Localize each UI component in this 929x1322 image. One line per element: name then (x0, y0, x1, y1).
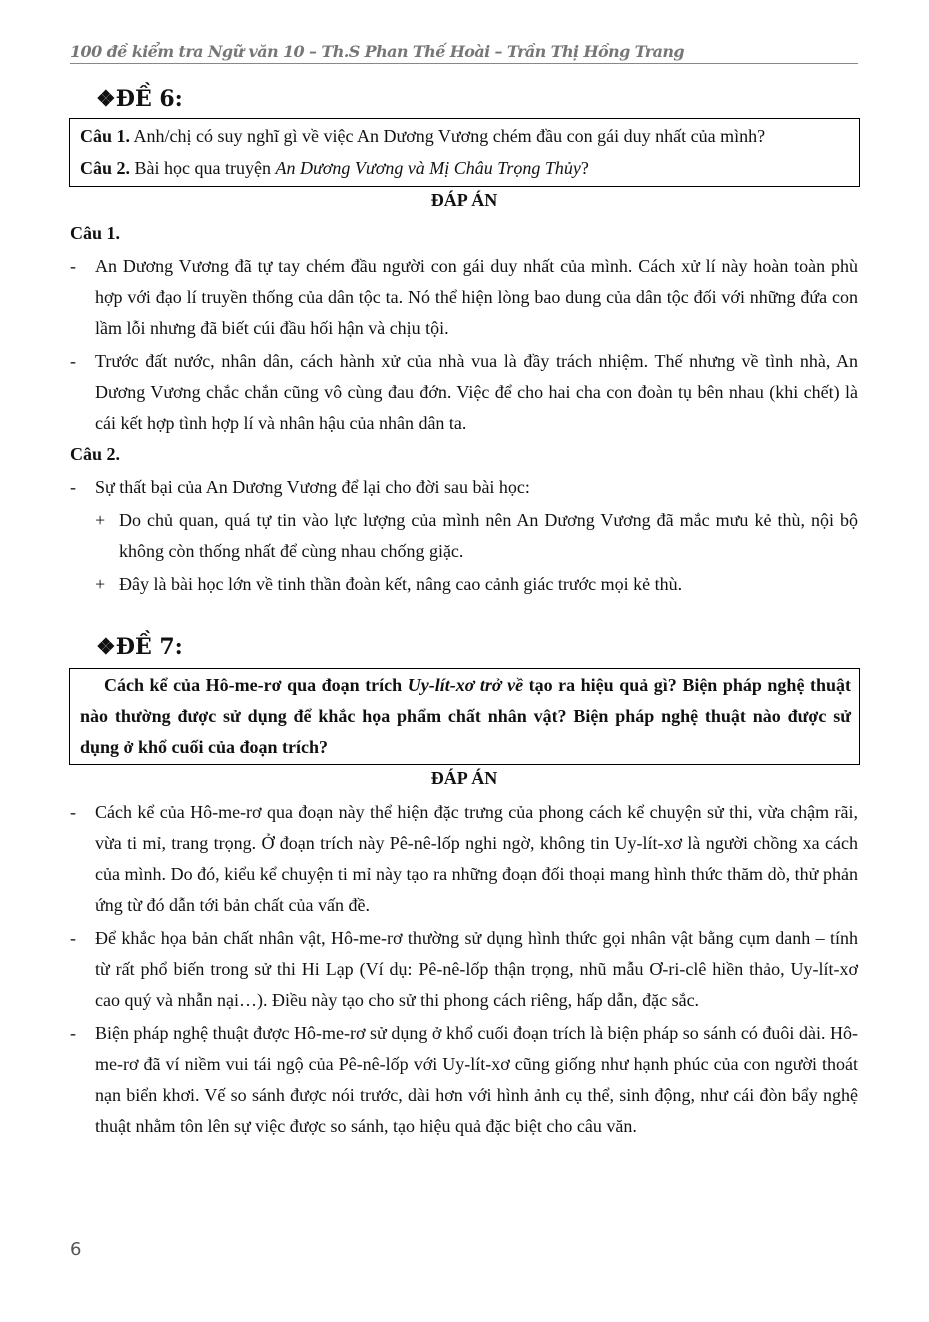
answer-text: Sự thất bại của An Dương Vương để lại cho đời sau bài học: (95, 477, 530, 497)
answer-text: Do chủ quan, quá tự tin vào lực lượng của mình nên An Dương Vương đã mắc mưu kẻ thù, nội bộ không còn thống nhất để cùng nhau chống giặc. (119, 510, 858, 561)
de6-question-box (69, 118, 860, 187)
answer-item (70, 923, 858, 1016)
de7-question-text: Cách kể của Hô-me-rơ qua đoạn trích (104, 675, 408, 695)
answer-item (70, 797, 858, 921)
de6-answer-title: ĐÁP ÁN (430, 190, 498, 210)
answer-item (70, 1018, 858, 1142)
de6-question-2 (80, 152, 851, 184)
q2-end: ? (580, 158, 589, 178)
de6-cau1-label: Câu 1. (70, 223, 121, 243)
answer-item (70, 472, 858, 503)
de7-answers (70, 797, 858, 1142)
plus-bullet: + (95, 510, 106, 530)
answer-text: Trước đất nước, nhân dân, cách hành xử của nhà vua là đầy trách nhiệm. Thế nhưng về tình nhà, An Dương Vương chắc chắn cũng vô cùng đau đớn. Việc để cho hai cha con đoàn tụ bên nhau (khi chết) là cái kết hợp tình hợp lí và nhân hậu của nhân dân ta. (95, 351, 858, 433)
de7-question-text: tạo ra hiệu quả gì? Biện pháp nghệ thuật nào thường được sử dụng để khắc họa phẩm chất nhân vật? Biện pháp nghệ thuật nào được sử dụng ở khổ cuối của đoạn trích? (80, 675, 851, 757)
q2-label: Câu 2. (80, 158, 131, 178)
q1-text: Anh/chị có suy nghĩ gì về việc An Dương Vương chém đầu con gái duy nhất của mình? (130, 126, 766, 146)
answer-subitem (70, 569, 858, 600)
de6-title: ❖ĐỀ 6: (96, 86, 183, 112)
answer-text: Đây là bài học lớn về tinh thần đoàn kết, nâng cao cảnh giác trước mọi kẻ thù. (119, 574, 683, 594)
dash-bullet: - (70, 351, 76, 371)
answer-subitem (70, 505, 858, 567)
q2-italic-title: An Dương Vương và Mị Châu Trọng Thủy (275, 158, 581, 178)
de7-answer-title: ĐÁP ÁN (430, 768, 498, 788)
plus-bullet: + (95, 574, 106, 594)
q2-text: Bài học qua truyện (130, 158, 276, 178)
answer-item (70, 251, 858, 344)
page-number: 6 (70, 1239, 82, 1260)
dash-bullet: - (70, 1023, 76, 1043)
de7-title: ❖ĐỀ 7: (96, 634, 183, 660)
de6-cau1-answers (70, 251, 858, 439)
answer-text: Cách kể của Hô-me-rơ qua đoạn này thể hiện đặc trưng của phong cách kể chuyện sử thi, vừa chậm rãi, vừa ti mỉ, trang trọng. Ở đoạn trích này Pê-nê-lốp nghi ngờ, không tin Uy-lít-xơ là người chồng xa cách của mình. Do đó, kiểu kể chuyện ti mỉ này tạo ra những đoạn đối thoại mang hình thức thăm dò, thử phản ứng từ đó dẫn tới bản chất của vấn đề. (95, 802, 858, 915)
dash-bullet: - (70, 802, 76, 822)
de7-question-box (69, 668, 860, 765)
answer-text: An Dương Vương đã tự tay chém đầu người con gái duy nhất của mình. Cách xử lí này hoàn toàn phù hợp với đạo lí truyền thống của dân tộc ta. Nó thể hiện lòng bao dung của dân tộc đối với những đứa con lầm lỗi nhưng đã biết cúi đầu hối hận và chịu tội. (95, 256, 858, 338)
answer-text: Để khắc họa bản chất nhân vật, Hô-me-rơ thường sử dụng hình thức gọi nhân vật bằng cụm danh – tính từ rất phổ biến trong sử thi Hi Lạp (Ví dụ: Pê-nê-lốp thận trọng, nhũ mẫu Ơ-ri-clê hiền thảo, Uy-lít-xơ cao quý và nhẫn nại…). Điều này tạo cho sử thi phong cách riêng, hấp dẫn, đặc sắc. (95, 928, 858, 1010)
dash-bullet: - (70, 256, 76, 276)
de6-question-1 (80, 120, 851, 152)
q1-label: Câu 1. (80, 126, 131, 146)
de6-cau2-answers (70, 472, 858, 600)
de7-italic-title: Uy-lít-xơ trở về (407, 675, 524, 695)
answer-item (70, 346, 858, 439)
de6-cau2-label: Câu 2. (70, 444, 121, 464)
dash-bullet: - (70, 928, 76, 948)
running-header: 100 đề kiểm tra Ngữ văn 10 – Th.S Phan Thế Hoài – Trần Thị Hồng Trang (70, 42, 858, 64)
answer-text: Biện pháp nghệ thuật được Hô-me-rơ sử dụng ở khổ cuối đoạn trích là biện pháp so sánh có đuôi dài. Hô-me-rơ đã ví niềm vui tái ngộ của Pê-nê-lốp với Uy-lít-xơ cũng giống như hạnh phúc của con người thoát nạn biển khơi. Vế so sánh được nói trước, dài hơn với hình ảnh cụ thể, sinh động, như cái đòn bẩy nghệ thuật nhằm tôn lên sự việc được so sánh, tạo hiệu quả đặc biệt cho câu văn. (95, 1023, 858, 1136)
dash-bullet: - (70, 477, 76, 497)
